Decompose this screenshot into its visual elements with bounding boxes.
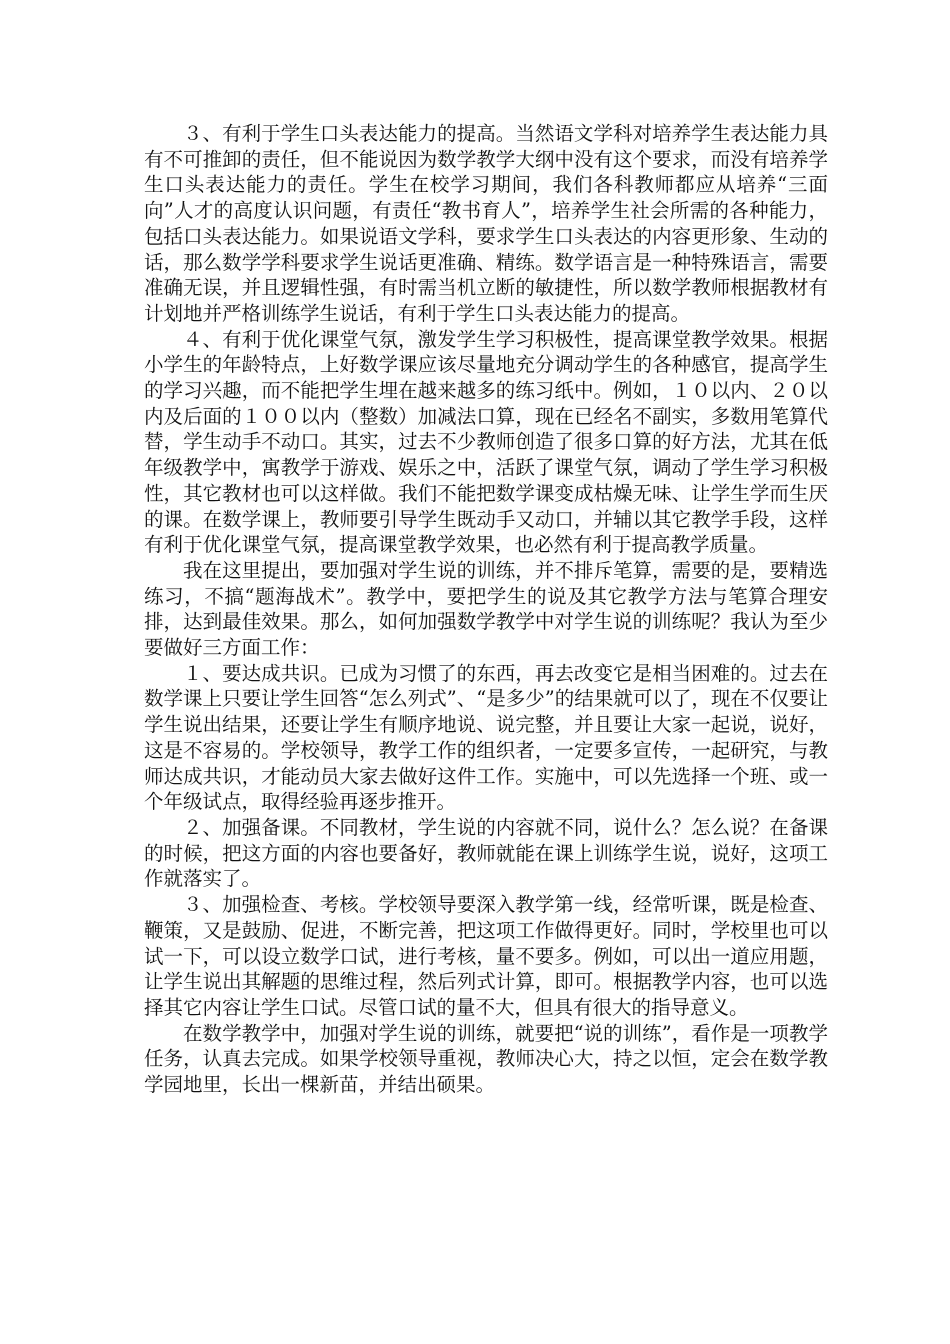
document-body — [144, 121, 828, 1098]
paragraph-measure-3-inspection: ３、加强检查、考核。学校领导要深入教学第一线，经常听课，既是检查、鞭策，又是鼓励、促进，不断完善，把这项工作做得更好。同时，学校里也可以试一下，可以设立数学口试，进行考核，量不要多。例如，可以出一道应用题，让学生说出其解题的思维过程，然后列式计算，即可。根据教学内容，也可以选择其它内容让学生口试。尽管口试的量不大，但具有很大的指导意义。 — [144, 893, 828, 1019]
paragraph-proposal: 我在这里提出，要加强对学生说的训练，并不排斥笔算，需要的是，要精选练习，不搞“题海战术”。教学中，要把学生的说及其它教学方法与笔算合理安排，达到最佳效果。那么，如何加强数学教学中对学生说的训练呢？我认为至少要做好三方面工作： — [144, 558, 828, 660]
paragraph-measure-1-consensus: １、要达成共识。已成为习惯了的东西，再去改变它是相当困难的。过去在数学课上只要让学生回答“怎么列式”、“是多少”的结果就可以了，现在不仅要让学生说出结果，还要让学生有顺序地说、说完整，并且要让大家一起说，说好，这是不容易的。学校领导，教学工作的组织者，一定要多宣传，一起研究，与教师达成共识，才能动员大家去做好这件工作。实施中，可以先选择一个班、或一个年级试点，取得经验再逐步推开。 — [144, 661, 828, 814]
paragraph-conclusion: 在数学教学中，加强对学生说的训练，就要把“说的训练”，看作是一项教学任务，认真去完成。如果学校领导重视，教师决心大，持之以恒，定会在数学教学园地里，长出一棵新苗，并结出硕果。 — [144, 1021, 828, 1097]
paragraph-benefit-3-oral-expression: ３、有利于学生口头表达能力的提高。当然语文学科对培养学生表达能力具有不可推卸的责任，但不能说因为数学教学大纲中没有这个要求，而没有培养学生口头表达能力的责任。学生在校学习期间，我们各科教师都应从培养“三面向”人才的高度认识问题，有责任“教书育人”，培养学生社会所需的各种能力，包括口头表达能力。如果说语文学科，要求学生口头表达的内容更形象、生动的话，那么数学学科要求学生说话更准确、精练。数学语言是一种特殊语言，需要准确无误，并且逻辑性强，有时需当机立断的敏捷性，所以数学教师根据教材有计划地并严格训练学生说话，有利于学生口头表达能力的提高。 — [144, 122, 828, 325]
paragraph-measure-2-lesson-prep: ２、加强备课。不同教材，学生说的内容就不同，说什么？怎么说？在备课的时候，把这方面的内容也要备好，教师就能在课上训练学生说，说好，这项工作就落实了。 — [144, 815, 828, 891]
paragraph-benefit-4-classroom-atmosphere: ４、有利于优化课堂气氛，激发学生学习积极性，提高课堂教学效果。根据小学生的年龄特点，上好数学课应该尽量地充分调动学生的各种感官，提高学生的学习兴趣，而不能把学生埋在越来越多的练习纸中。例如，１０以内、２０以内及后面的１００以内（整数）加减法口算，现在已经名不副实，多数用笔算代替，学生动手不动口。其实，过去不少教师创造了很多口算的好方法，尤其在低年级教学中，寓教学于游戏、娱乐之中，活跃了课堂气氛，调动了学生学习积极性，其它教材也可以这样做。我们不能把数学课变成枯燥无味、让学生学而生厌的课。在数学课上，教师要引导学生既动手又动口，并辅以其它教学手段，这样有利于优化课堂气氛，提高课堂教学效果，也必然有利于提高教学质量。 — [144, 327, 828, 557]
